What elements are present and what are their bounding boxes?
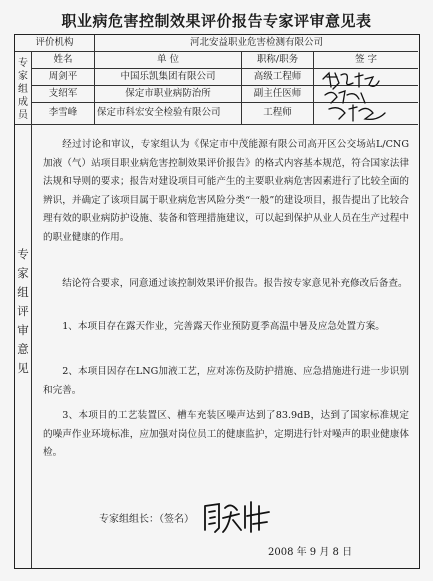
leader-signature (201, 498, 273, 536)
member-title: 高级工程师 (253, 71, 302, 82)
section-divider (15, 124, 418, 125)
row-divider (15, 51, 418, 52)
form-title: 职业病危害控制效果评价报告专家评审意见表 (61, 12, 372, 30)
member-title: 工程师 (263, 107, 292, 118)
member-name: 李雪峰 (48, 107, 78, 118)
member-signatures (315, 69, 417, 123)
opinion-paragraph: 结论符合要求，同意通过该控制效果评价报告。报告按专家意见补充修改后备查。 (62, 278, 408, 289)
column-divider (31, 51, 32, 568)
col-name-header: 姓名 (53, 54, 73, 65)
member-name: 支绍军 (48, 88, 78, 99)
opinion-item: 3、本项目的工艺装置区、槽车充装区噪声达到了83.9dB，达到了国家标准规定的噪声作业环境标准，应加强对岗位员工的健康监护，定期进行针对噪声的职业健康体检。 (43, 410, 409, 459)
member-unit: 保定市职业病防治所 (125, 88, 211, 99)
members-side-label: 专家组成员 (18, 58, 28, 121)
col-unit-header: 单 位 (156, 54, 180, 65)
form-table (14, 34, 420, 569)
opinion-paragraph: 经过讨论和审议，专家组认为《保定市中茂能源有限公司高开区公交场站L/CNG加液（气）站项目职业病危害控制效果评价报告》的格式内容基本规范，符合国家法律法规和导则的要求；报告对建设项目可能产生的主要职业病危害因素进行了比较全面的辨识，并确定了该项目属于职业病危害风险分类“一般”的建设项目，报告提出了比较合理有效的职业病防护设施、装备和管理措施建议，可以起到保护从业人员在生产过程中的职业健康的作用。 (43, 139, 409, 243)
leader-label: 专家组组长：（签名） (99, 514, 194, 525)
opinion-item: 2、本项目因存在LNG加液工艺，应对冻伤及防护措施、应急措施进行进一步识别和完善。 (43, 366, 409, 396)
org-value: 河北安益职业危害检测有限公司 (189, 37, 323, 48)
member-unit: 保定市科宏安全检验有限公司 (97, 107, 221, 118)
opinion-item: 1、本项目存在露天作业，完善露天作业预防夏季高温中暑及应急处置方案。 (62, 321, 385, 332)
org-label: 评价机构 (35, 37, 74, 48)
member-name: 周剑平 (48, 71, 78, 82)
review-date: 2008 年 9 月 8 日 (268, 547, 353, 558)
col-title-header: 职称/职务 (256, 54, 299, 65)
member-title: 副主任医师 (253, 88, 302, 99)
col-sign-header: 签 字 (354, 54, 378, 65)
member-unit: 中国乐凯集团有限公司 (120, 71, 216, 82)
opinion-side-label: 专家组评审意见 (17, 247, 29, 375)
